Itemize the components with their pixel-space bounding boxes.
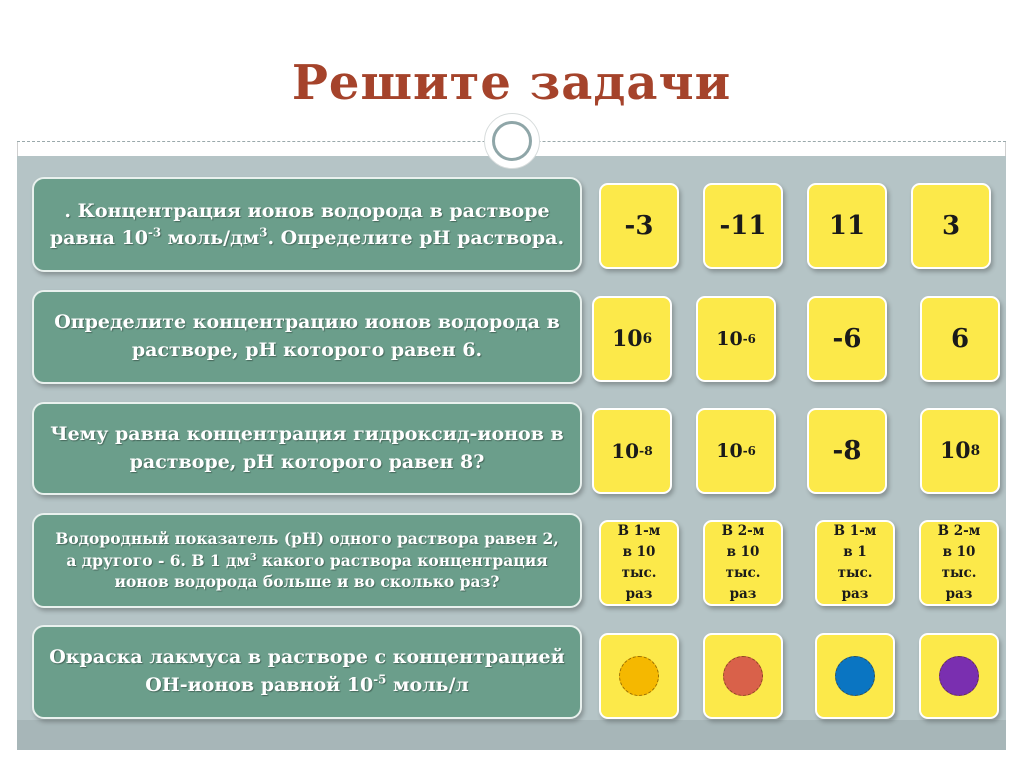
answer-tile-1-2[interactable]: -11 xyxy=(703,183,783,269)
slide-title: Решите задачи xyxy=(291,55,732,111)
question-1 xyxy=(32,177,582,272)
ornament-ring xyxy=(492,121,532,161)
answer-tile-5-1[interactable] xyxy=(599,633,679,719)
question-5-text: Окраска лакмуса в растворе с концентрацией ОН-ионов равной $10^{-5}$ моль/л xyxy=(49,646,565,696)
answer-tile-4-3-text: В 1-м в 1 тыс. раз xyxy=(833,523,877,602)
answer-tile-2-4[interactable]: 6 xyxy=(920,296,1000,382)
question-1-text: . Концентрация ионов водорода в растворе равна $10^{-3}$ моль/$дм^3$. Определите рН раствора. xyxy=(49,199,565,249)
answer-tile-1-1[interactable]: -3 xyxy=(599,183,679,269)
answer-tile-5-4[interactable] xyxy=(919,633,999,719)
answer-tile-4-1-text: В 1-м в 10 тыс. раз xyxy=(617,523,661,602)
litmus-color-dot xyxy=(939,656,979,696)
answer-tile-1-4[interactable]: 3 xyxy=(911,183,991,269)
circle-ornament-icon xyxy=(484,113,540,169)
answer-tile-2-2[interactable]: 10 -6 xyxy=(696,296,776,382)
answer-tile-3-3[interactable]: -8 xyxy=(807,408,887,494)
question-2-text: Определите концентрацию ионов водорода в растворе, рН которого равен 6. xyxy=(54,311,560,361)
answer-tile-1-3[interactable]: 11 xyxy=(807,183,887,269)
litmus-color-dot xyxy=(723,656,763,696)
question-3-text: Чему равна концентрация гидроксид-ионов в растворе, рН которого равен 8? xyxy=(50,422,564,473)
answer-tile-2-1[interactable]: 10 6 xyxy=(592,296,672,382)
question-4 xyxy=(32,513,582,608)
question-5 xyxy=(32,625,582,719)
answer-tile-4-2-text: В 2-м в 10 тыс. раз xyxy=(721,523,765,602)
answer-tile-5-2[interactable] xyxy=(703,633,783,719)
answer-tile-3-1[interactable]: 10 -8 xyxy=(592,408,672,494)
answer-tile-4-1[interactable] xyxy=(599,520,679,606)
answer-tile-4-2[interactable] xyxy=(703,520,783,606)
content-footer-band xyxy=(17,720,1006,750)
answer-tile-4-4[interactable] xyxy=(919,520,999,606)
litmus-color-dot xyxy=(619,656,659,696)
litmus-color-dot xyxy=(835,656,875,696)
answer-tile-2-3[interactable]: -6 xyxy=(807,296,887,382)
answer-tile-4-3[interactable] xyxy=(815,520,895,606)
answer-tile-3-2[interactable]: 10 -6 xyxy=(696,408,776,494)
answer-tile-3-4[interactable]: 10 8 xyxy=(920,408,1000,494)
answer-tile-4-4-text: В 2-м в 10 тыс. раз xyxy=(937,523,981,602)
question-2 xyxy=(32,290,582,384)
answer-tile-5-3[interactable] xyxy=(815,633,895,719)
question-4-text: Водородный показатель (рН) одного раствора равен 2, а другого - 6. В 1 $дм^3$ какого раствора концентрация ионов водорода больше и во сколько раз? xyxy=(55,528,559,592)
question-3 xyxy=(32,402,582,495)
